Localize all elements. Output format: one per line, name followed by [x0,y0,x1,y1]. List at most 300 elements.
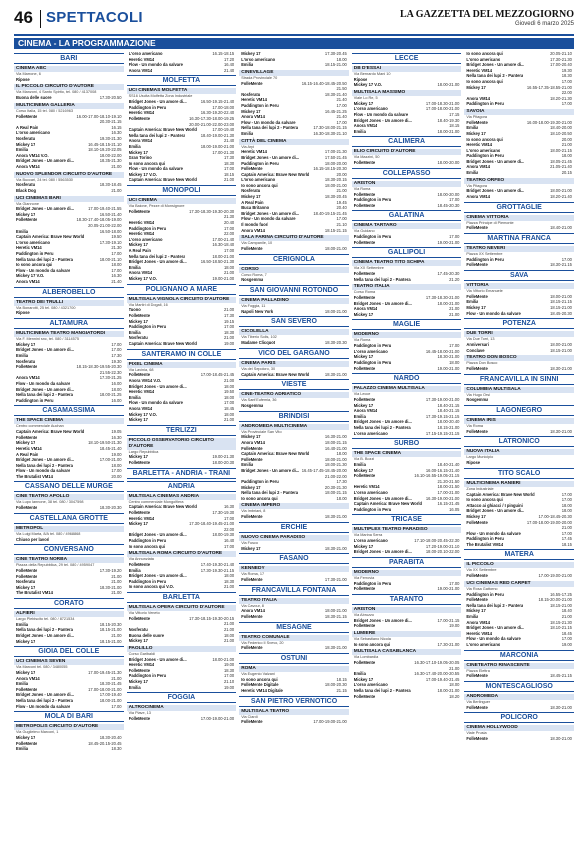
showtime-row [14,188,124,194]
showtimes: 21.00 [111,633,122,638]
film-title: Anora VM14 V.O. [16,152,49,158]
cinema-address: Via Bonarotti, 25 tel. 080 / 4321700 [16,305,76,310]
film-title: Flow - Un mondo da salvare [241,216,296,222]
showtimes: 18.00-21.00 [324,246,347,252]
film-title: Flow - Un mondo da salvare [16,267,71,273]
cinema-address: Piazza XX Settembre [466,252,503,257]
cinema-name: MULTIPLEX TEATRO PARADISO [352,527,462,533]
showtime-row [127,68,237,74]
showtime-row [14,164,124,170]
film-title: Anora VM14 [241,227,265,233]
film-title: Bridget Jones - Un amore di... [241,467,300,473]
showtime-row [14,590,124,596]
city-heading: COLLEPASSO [352,168,462,179]
showtimes: 18.00 [336,451,347,457]
page-header [14,6,574,36]
film-title: The Brutalist VM14 [16,473,53,479]
showtimes: 17.20-19.00-21.10 [425,543,460,549]
showtimes: 21.30 [223,214,235,220]
showtimes: 18.00-21.30 [324,462,347,468]
showtimes: 17.50-21.45 [324,154,347,160]
showtimes: 16.30-21.00 [324,434,347,440]
city-heading: CERIGNOLA [239,254,349,265]
showtimes: 18.00-21.00 [550,342,572,347]
film-title: Heretic VM14 [16,245,42,251]
showtimes: 20.30-21.30 [324,484,347,490]
city-heading: ALTAMURA [14,318,124,329]
film-title: FolleMente [16,740,38,746]
showtime-row [464,673,574,679]
film-title: Heretic VM14 [128,231,155,237]
showtimes: 17.10-18.00-20.45-22.30 [414,538,460,544]
showtime-row [352,160,462,166]
showtimes: 17.30-21.00 [437,641,460,647]
showtimes: 18.00-21.50 [437,484,460,490]
showtimes: 18.00-21.15 [550,147,572,153]
showtimes: 18.30-21.00 [324,545,347,551]
cinema-name: NUOVO SPLENDOR CIRCUITO D'AUTORE [14,172,124,178]
cinema-name: THE SPACE CINEMA [14,418,124,424]
showtime-row [464,311,574,317]
cinema-address: Piazza della Repubblica, 29 tel. 080 / 4959047 [16,563,95,568]
showtimes: 20.05-21.10 [550,51,572,56]
showtimes: 18.30-21.00 [324,645,347,651]
film-title: Anora VM14 [128,405,153,411]
film-title: FolleMente [353,365,376,371]
film-title: Ripose [353,76,368,82]
showtimes: 17.30 [223,155,235,161]
city-heading: BARLETTA [127,592,237,603]
film-title: Captain America: Brave New World [466,491,535,497]
film-title: Emilia [128,143,141,149]
film-title: L'orso americano [353,538,388,544]
film-title: Anora VM14 [241,439,265,445]
film-title: Flow - Un mondo da salvare [466,310,521,316]
showtime-row [352,277,462,283]
film-title: Mickey 17 [241,194,261,200]
film-title: FolleMente [353,660,376,666]
showtime-row [14,704,124,710]
showtimes: 21.00 [111,573,122,579]
film-title: Heretic VM14 [128,515,155,521]
showtime-row [127,544,237,550]
film-title: Bridget Jones - Un amore di... [466,158,525,164]
film-title: FolleMente [353,397,376,403]
film-title: Anora VM14 [466,619,491,625]
showtime-row [352,366,462,372]
city-heading: MOLFETTA [127,75,237,86]
showtimes: 18.00 [561,508,572,514]
film-title: Bridget Jones - Un amore di... [128,573,187,579]
showtimes: 21.40 [223,67,235,73]
cinema-name: TEATRO DEI TRULLI [14,300,124,306]
showtimes: 17.00-19.00-21.00 [538,573,572,579]
film-title: Mickey 17 [353,467,374,473]
showtime-row [14,95,124,101]
cinema-address: Via Mazzini, 50 [353,155,380,160]
listings-band-title: CINEMA - LA PROGRAMMAZIONE [14,38,574,49]
city-heading: FRANCAVILLA FONTANA [239,585,349,596]
showtime-row [352,431,462,437]
showtimes: 18.40-19.15-21.45 [313,210,347,216]
showtime-row [14,639,124,645]
showtimes: 21.00 [561,614,572,620]
showtimes: 18.15-21.15 [324,227,347,233]
cinema-address: Via Guglielmo Marconi, 1 [16,730,59,735]
cinema-address: Corso Garibaldi [128,651,155,656]
film-title: Nosferatu [16,135,36,141]
cinema-address: Via Due Torri, 13 [466,337,495,342]
cinema-name: CINETEATRO RINASCENTE [464,663,574,669]
showtimes: 20.40 [223,220,235,226]
cinema-name: CINE TEATRO NORBA [14,557,124,563]
film-title: Paddington in Peru [241,102,279,108]
showtimes: 20.00 [336,171,347,177]
film-title: Bridget Jones - Un amore di... [466,188,525,194]
showtimes: 17.00-21.30 [324,149,347,155]
city-heading: MARTINA FRANCA [464,233,574,244]
city-heading: NARDÒ [352,373,462,384]
film-title: L'orso americano [353,106,388,112]
showtimes: 18.00-21.00 [550,293,572,299]
film-title: Emilia [16,621,29,627]
cinema-address: Via Sant'Eufemia, 36 [241,398,277,403]
showtimes: 16.30-18.30-21.10 [313,130,347,136]
film-title: Nella tana dei lupi 2 - Pantera [466,602,524,608]
film-title: Anora VM14 [16,675,40,681]
showtime-row [14,474,124,480]
showtimes: 16.40 [223,62,235,68]
cinema-address: Via Roma [353,338,371,343]
cinema-name: MULTICINEMA TEATRO MANGIATORDI [14,331,124,337]
showtime-row [464,736,574,742]
showtimes: 18.30-20.45 [324,194,347,200]
showtimes: 16.30-17.40-20.00-20.55 [414,671,460,677]
cinema-name: COLUMBIA MULTISALA [464,387,574,393]
showtimes: 18.40-21.40 [437,461,460,467]
film-title: Io sono ancora qui [466,78,503,84]
showtime-row [239,719,349,725]
showtime-row [239,645,349,651]
showtimes: 18.00-20.30 [324,682,347,688]
showtimes: 18.35-21.30 [99,158,122,164]
film-title: Captain America: Brave New World [241,171,310,177]
showtimes: 17.00 [223,248,235,254]
film-title: Emilia [128,567,141,573]
film-title: Captain America: Brave New World [16,429,85,435]
showtimes: 19.15 [223,318,235,324]
city-heading: CONVERSANO [14,544,124,555]
cinema-address: Corso Roma, 7 [241,272,267,277]
showtimes: 17.30-18.40-19.45-21.00 [189,521,235,527]
film-title: Anora VM14 [241,114,265,120]
cinema-name: MULTICINEMA GALLERIA [14,103,124,109]
cinema-address: Via Rosa Gattorno [466,586,498,591]
showtimes: 19.00-21.00 [437,365,460,371]
film-title: Mickey 17 [353,311,374,317]
cinema-address: Corso Roma [353,290,376,295]
showtimes: 18.10-21.15 [550,625,572,631]
showtimes: 18.00 [561,502,572,508]
cinema-address: Via Vittorio Veneto [128,610,160,615]
showtimes: 18.30-21.45 [99,681,122,687]
cinema-address: Via Arpi [241,144,255,149]
film-title: Paddington in Peru [128,225,167,231]
showtimes: 18.15-21.00 [99,627,122,633]
film-title: Bridget Jones - Un amore di... [353,617,412,623]
showtimes: 20.30-21.15 [99,119,122,125]
film-title: Io sono ancora qui [466,136,503,142]
showtimes: 19.00-21.00 [437,586,460,592]
showtimes: 19.00 [223,340,235,346]
showtimes: 17.30 [223,312,235,318]
showtimes: 17.00 [223,400,235,406]
showtime-row [127,341,237,347]
film-title: FolleMente [128,562,150,568]
cinema-address: Via Buccari, 24 tel. 080 / 5563530 [16,177,73,182]
showtimes: 17.30-19.00-21.00 [425,397,460,403]
film-title: FolleMente [128,615,150,621]
cinema-address: Via Fusco [241,540,259,545]
city-heading: LAGONEGRO [464,405,574,416]
showtimes: 21.00 [336,188,347,194]
film-title: FolleMente [241,445,263,451]
showtimes: 17.00-19.00-21.00 [200,715,235,721]
cinema-name: TEATRO ITALIA [352,284,462,290]
film-title: Anora VM14 [16,375,40,381]
showtime-row [14,746,124,752]
showtimes: 17.30-21.25 [99,375,122,381]
film-title: FolleMente [241,614,263,620]
film-title: Attacco ai ghiacci / I pinguini [466,502,523,508]
showtimes: 17.00 [336,102,347,108]
showtime-row [14,505,124,511]
showtimes: 17.00 [223,543,235,549]
cinema-address: Via Pitagora [466,183,487,188]
showtimes: 16.30 [111,130,122,136]
showtimes: 17.00-19.40 [99,692,122,698]
showtimes: 18.00 [223,383,235,389]
film-title: Mickey 17 [241,545,261,551]
city-heading: GIOIA DEL COLLE [14,646,124,657]
city-heading: BARI [14,53,124,64]
film-title: Ripose [16,76,30,82]
showtimes: 18.00-21.15 [324,490,347,496]
listing-column [352,51,462,835]
cinema-name: UCI CINEMA [127,198,237,204]
film-title: Bridget Jones - Un amore di... [353,117,412,123]
film-title: Io sono ancora qui [241,676,278,682]
cinema-address: Via Tiberio Solis, 102 [241,335,277,340]
showtimes: 18.45-20.30 [550,310,572,316]
showtime-row [464,101,574,107]
film-title: Mickey 17 [466,130,486,136]
showtimes: 18.00-21.15 [324,439,347,445]
film-title: Bridget Jones - Un amore di... [241,154,300,160]
cinema-address: Via Provinciale San Vito [241,429,282,434]
city-heading: GALLIPOLI [352,247,462,258]
showtimes: 17.20 [223,56,235,62]
showtime-row [239,372,349,378]
showtimes: 18.30-21.15 [324,614,347,620]
cinema-address: Via Annunziata [128,557,154,562]
film-title: Heretic VM14 [353,484,380,490]
showtimes: 18.30-21.00 [550,704,572,710]
film-title: Anora VM14 [241,608,265,614]
issue-date: Giovedì 6 marzo 2025 [514,21,574,27]
film-title: FolleMente [16,686,38,692]
showtimes: 21.40 [336,97,347,103]
film-title: Bridget Jones - Un amore di... [353,300,412,306]
showtimes: 18.30-20.30 [99,505,122,511]
cinema-address: Largo Plebiscito tel. 080 / 8721534 [16,617,75,622]
film-title: FolleMente [241,719,263,725]
showtimes: 21.00 [223,584,235,590]
showtimes: 18.00-20.00 [324,160,347,166]
showtimes: 17.00 [561,256,572,262]
showtimes: 21.30 [111,245,122,251]
cinema-name: ALFIERI [14,611,124,617]
cinema-address: Piazza Principe di Piemonte [466,220,514,225]
film-title: Nella tana dei lupi 2 - Pantera [16,697,73,703]
showtimes: 21.00 [111,675,122,681]
film-title: L'orso americano [466,147,501,153]
city-heading: FOGGIA [127,692,237,703]
showtimes: 18.15 [223,171,235,177]
showtimes: 21.00 [223,621,235,627]
showtimes: 21.40 [111,279,122,285]
cinema-name: ROMA [239,666,349,672]
showtimes: 18.00-21.10 [99,256,122,262]
cinema-name: CITTÀ DEL CINEMA [239,139,349,145]
showtimes: 19.05 [111,429,122,435]
showtimes: 18.00 [111,462,122,468]
film-title: Emilia [128,684,141,690]
showtimes: 19.30 [561,67,572,73]
showtimes: 17.30-19.30 [212,510,235,516]
showtimes: 18.10-20.50 [550,130,572,136]
showtimes: 16.05 [449,506,460,512]
cinema-address: Via Martiri di Dogali, 16 [128,302,168,307]
cinema-name: CINEMA IRIS [464,418,574,424]
showtimes: 22.00 [223,526,235,532]
showtimes: 17.00 [449,234,460,240]
showtimes: 18.15-21.00 [324,62,347,68]
showtime-row [239,246,349,252]
film-title: Flow - Un mondo da salvare [16,468,71,474]
cinema-name: UCI CINEMAS BARI [14,196,124,202]
cinema-name: MULTISALA CINEMAS ANDRIA [127,494,237,500]
city-heading: POTENZA [464,318,574,329]
cinema-name: NUOVA ITALIA [464,449,574,455]
film-title: L'orso americano [353,348,388,354]
film-title: A Real Pain [16,124,39,130]
section-title: SPETTACOLI [46,9,143,26]
film-title: Mickey 17 V.O. [353,82,383,88]
cinema-address: SS16 Uscita Molfetta Zona Industriale [128,94,193,99]
showtimes: 16.00 [111,397,122,403]
showtimes: 17.30 [111,352,122,358]
showtimes: 18.10-19.50-21.30 [88,440,122,446]
showtimes: 16.30-17.30-18.00-19.25 [189,115,235,121]
film-title: L'orso americano [16,130,50,136]
showtimes: 18.00-21.00 [324,182,347,188]
cinema-address: Via F. Mennini snc, tel. 080 / 3114575 [16,337,79,341]
film-title: Anora VM14 [466,194,491,200]
film-title: Flow - Un mondo da salvare [241,119,296,125]
showtimes: 18.40 [561,608,572,614]
city-heading: LATRONICO [464,436,574,447]
showtimes: 17.00 [336,119,347,125]
showtimes: 18.30 [223,667,235,673]
film-title: Bridget Jones - Un amore di... [353,419,412,425]
showtime-row [352,240,462,246]
showtimes: 21.00 [223,638,235,644]
cinema-name: MULTICINEMA RANIERI [464,481,574,487]
page-number: 46 [14,8,33,27]
cinema-address: Via B. Bozzi [353,457,375,462]
film-title: Paddington in Peru [353,360,392,366]
cinema-name: VITTORIA [464,283,574,289]
showtimes: 16.00 [111,380,122,386]
film-title: Bridget Jones - Un amore di... [16,386,75,392]
showtimes: 16.15-18.15 [212,51,235,56]
showtimes: 17.00 [223,515,235,521]
listing-column [464,51,574,835]
showtimes: 18.45-21.15 [550,673,572,679]
cinema-address: Via Berlinguer [466,700,491,704]
showtimes: 19.45 [336,199,347,205]
showtimes: 18.30-21.00 [550,428,572,434]
cinema-address: Largo Repubblica [128,449,159,454]
showtimes: 18.30-20.30 [324,340,347,346]
film-title: FolleMente [16,434,38,440]
film-title: Paddington in Peru [353,506,392,512]
film-title: Io sono ancora qui [16,262,53,268]
film-title: FolleMente [128,115,150,121]
cinema-name: MULTISALA MASSIMO [352,90,462,96]
cinema-name: CINEMA ABC [14,66,124,72]
showtimes: 17.00 [336,216,347,222]
showtimes: 18.00-21.00 [437,82,460,88]
showtimes: 18.40-20.00 [550,125,572,131]
showtimes: 17.00 [223,166,235,172]
showtimes: 17.00 [111,341,122,347]
film-title: FolleMente [353,271,376,277]
showtimes: 18.00 [223,264,235,270]
cinema-name: CINE-TEATRO ADRIATICO [239,392,349,398]
cinema-address: Via Lombardia [353,655,379,660]
film-title: Anora VM14 [353,123,378,129]
showtime-row [239,514,349,520]
showtimes: 18.15-21.00 [550,602,572,608]
film-title: Flow - Un mondo da salvare [353,111,409,117]
showtimes: 18.00-20.40 [437,419,460,425]
cinema-name: ELIO CIRCUITO D'AUTORE [352,149,462,155]
film-title: Captain America: Brave New World [16,234,85,240]
film-title: FolleMente [466,573,488,579]
city-heading: BARLETTA - ANDRIA - TRANI [127,468,237,479]
showtimes: 18.00-22.00 [99,152,122,158]
film-title: Io sono ancora qui [241,182,278,188]
film-title: Io sono ancora qui [241,495,278,501]
cinema-address: Via Vittorio Emanuele [466,289,503,294]
showtimes: 21.00 [111,187,122,193]
showtimes: 17.00-21.40 [212,236,235,242]
showtimes: 22.00 [223,231,235,237]
film-title: Nella tana dei lupi 2 - Pantera [128,132,186,138]
showtime-row [352,129,462,135]
